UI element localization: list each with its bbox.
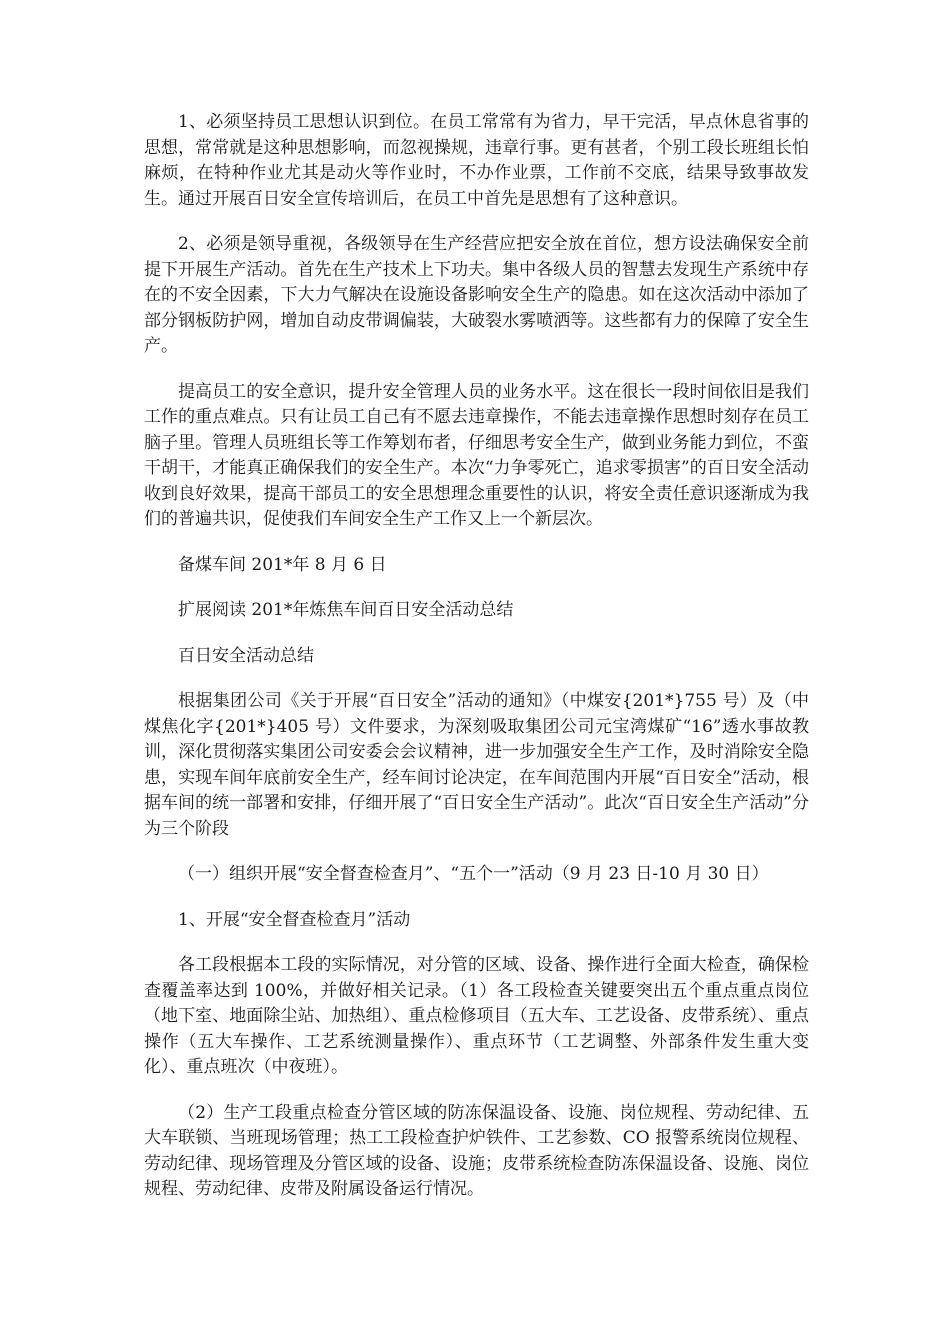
paragraph-background: 根据集团公司《关于开展“百日安全”活动的通知》（中煤安{201*}755 号）及（中煤焦化字{201*}405 号）文件要求，为深刻吸取集团公司元宝湾煤矿“16”透水事故教训，深化贯彻落实集团公司安委会会议精神，进一步加强安全生产工作，及时消除安全隐患，实现车间年底前安全生产，经车间讨论决定，在车间范围内开展“百日安全”活动，根据车间的统一部署和安排，仔细开展了“百日安全生产活动”。此次“百日安全生产活动”分为三个阶段 <box>144 691 809 839</box>
extended-reading-heading: 扩展阅读 201*年炼焦车间百日安全活动总结 <box>178 600 514 620</box>
section-title: 百日安全活动总结 <box>178 645 314 666</box>
paragraph-production-inspection: （2）生产工段重点检查分管区域的防冻保温设备、设施、岗位规程、劳动纪律、五大车联锁、当班现场管理；热工工段检查护炉铁件、工艺参数、CO 报警系统岗位规程、劳动纪律、现场管理及分管区域的设备、设施；皮带系统检查防冻保温设备、设施、岗位规程、劳动纪律、皮带及附属设备运行情况。 <box>144 1102 809 1199</box>
paragraph-inspection: 各工段根据本工段的实际情况，对分管的区域、设备、操作进行全面大检查，确保检查覆盖率达到 100%，并做好相关记录。（1）各工段检查关键要突出五个重点重点岗位（地下室、地面除尘站、加热组）、重点检修项目（五大车、工艺设备、皮带系统）、重点操作（五大车操作、工艺系统测量操作）、重点环节（工艺调整、外部条件发生重大变化）、重点班次（中夜班）。 <box>144 955 809 1077</box>
document-body <box>144 110 809 1223</box>
paragraph-employee-awareness: 1、必须坚持员工思想认识到位。在员工常常有为省力，早干完活，早点休息省事的思想，常常就是这种思想影响，而忽视操规，违章行事。更有甚者，个别工段长班组长怕麻烦，在特种作业尤其是动火等作业时，不办作业票，工作前不交底，结果导致事故发生。通过开展百日安全宣传培训后，在员工中首先是思想有了这种意识。 <box>144 112 809 209</box>
signature-line: 备煤车间 201*年 8 月 6 日 <box>178 554 387 575</box>
paragraph-safety-awareness: 提高员工的安全意识，提升安全管理人员的业务水平。这在很长一段时间依旧是我们工作的重点难点。只有让员工自己有不愿去违章操作，不能去违章操作思想时刻存在员工脑子里。管理人员班组长等工作筹划布者，仔细思考安全生产，做到业务能力到位，不蛮干胡干，才能真正确保我们的安全生产。本次“力争零死亡，追求零损害”的百日安全活动收到良好效果，提高干部员工的安全思想理念重要性的认识，将安全责任意识逐渐成为我们的普遍共识，促使我们车间安全生产工作又上一个新层次。 <box>144 381 809 529</box>
paragraph-leadership: 2、必须是领导重视，各级领导在生产经营应把安全放在首位，想方设法确保安全前提下开展生产活动。首先在生产技术上下功夫。集中各级人员的智慧去发现生产系统中存在的不安全因素，下大力气解决在设施设备影响安全生产的隐患。如在这次活动中添加了部分钢板防护网，增加自动皮带调偏装，大破裂水雾喷洒等。这些都有力的保障了安全生产。 <box>144 234 809 356</box>
subsection-heading: 1、开展“安全督查检查月”活动 <box>178 909 411 930</box>
phase-one-heading: （一）组织开展“安全督查检查月”、“五个一”活动（9 月 23 日-10 月 30 日） <box>178 864 769 884</box>
